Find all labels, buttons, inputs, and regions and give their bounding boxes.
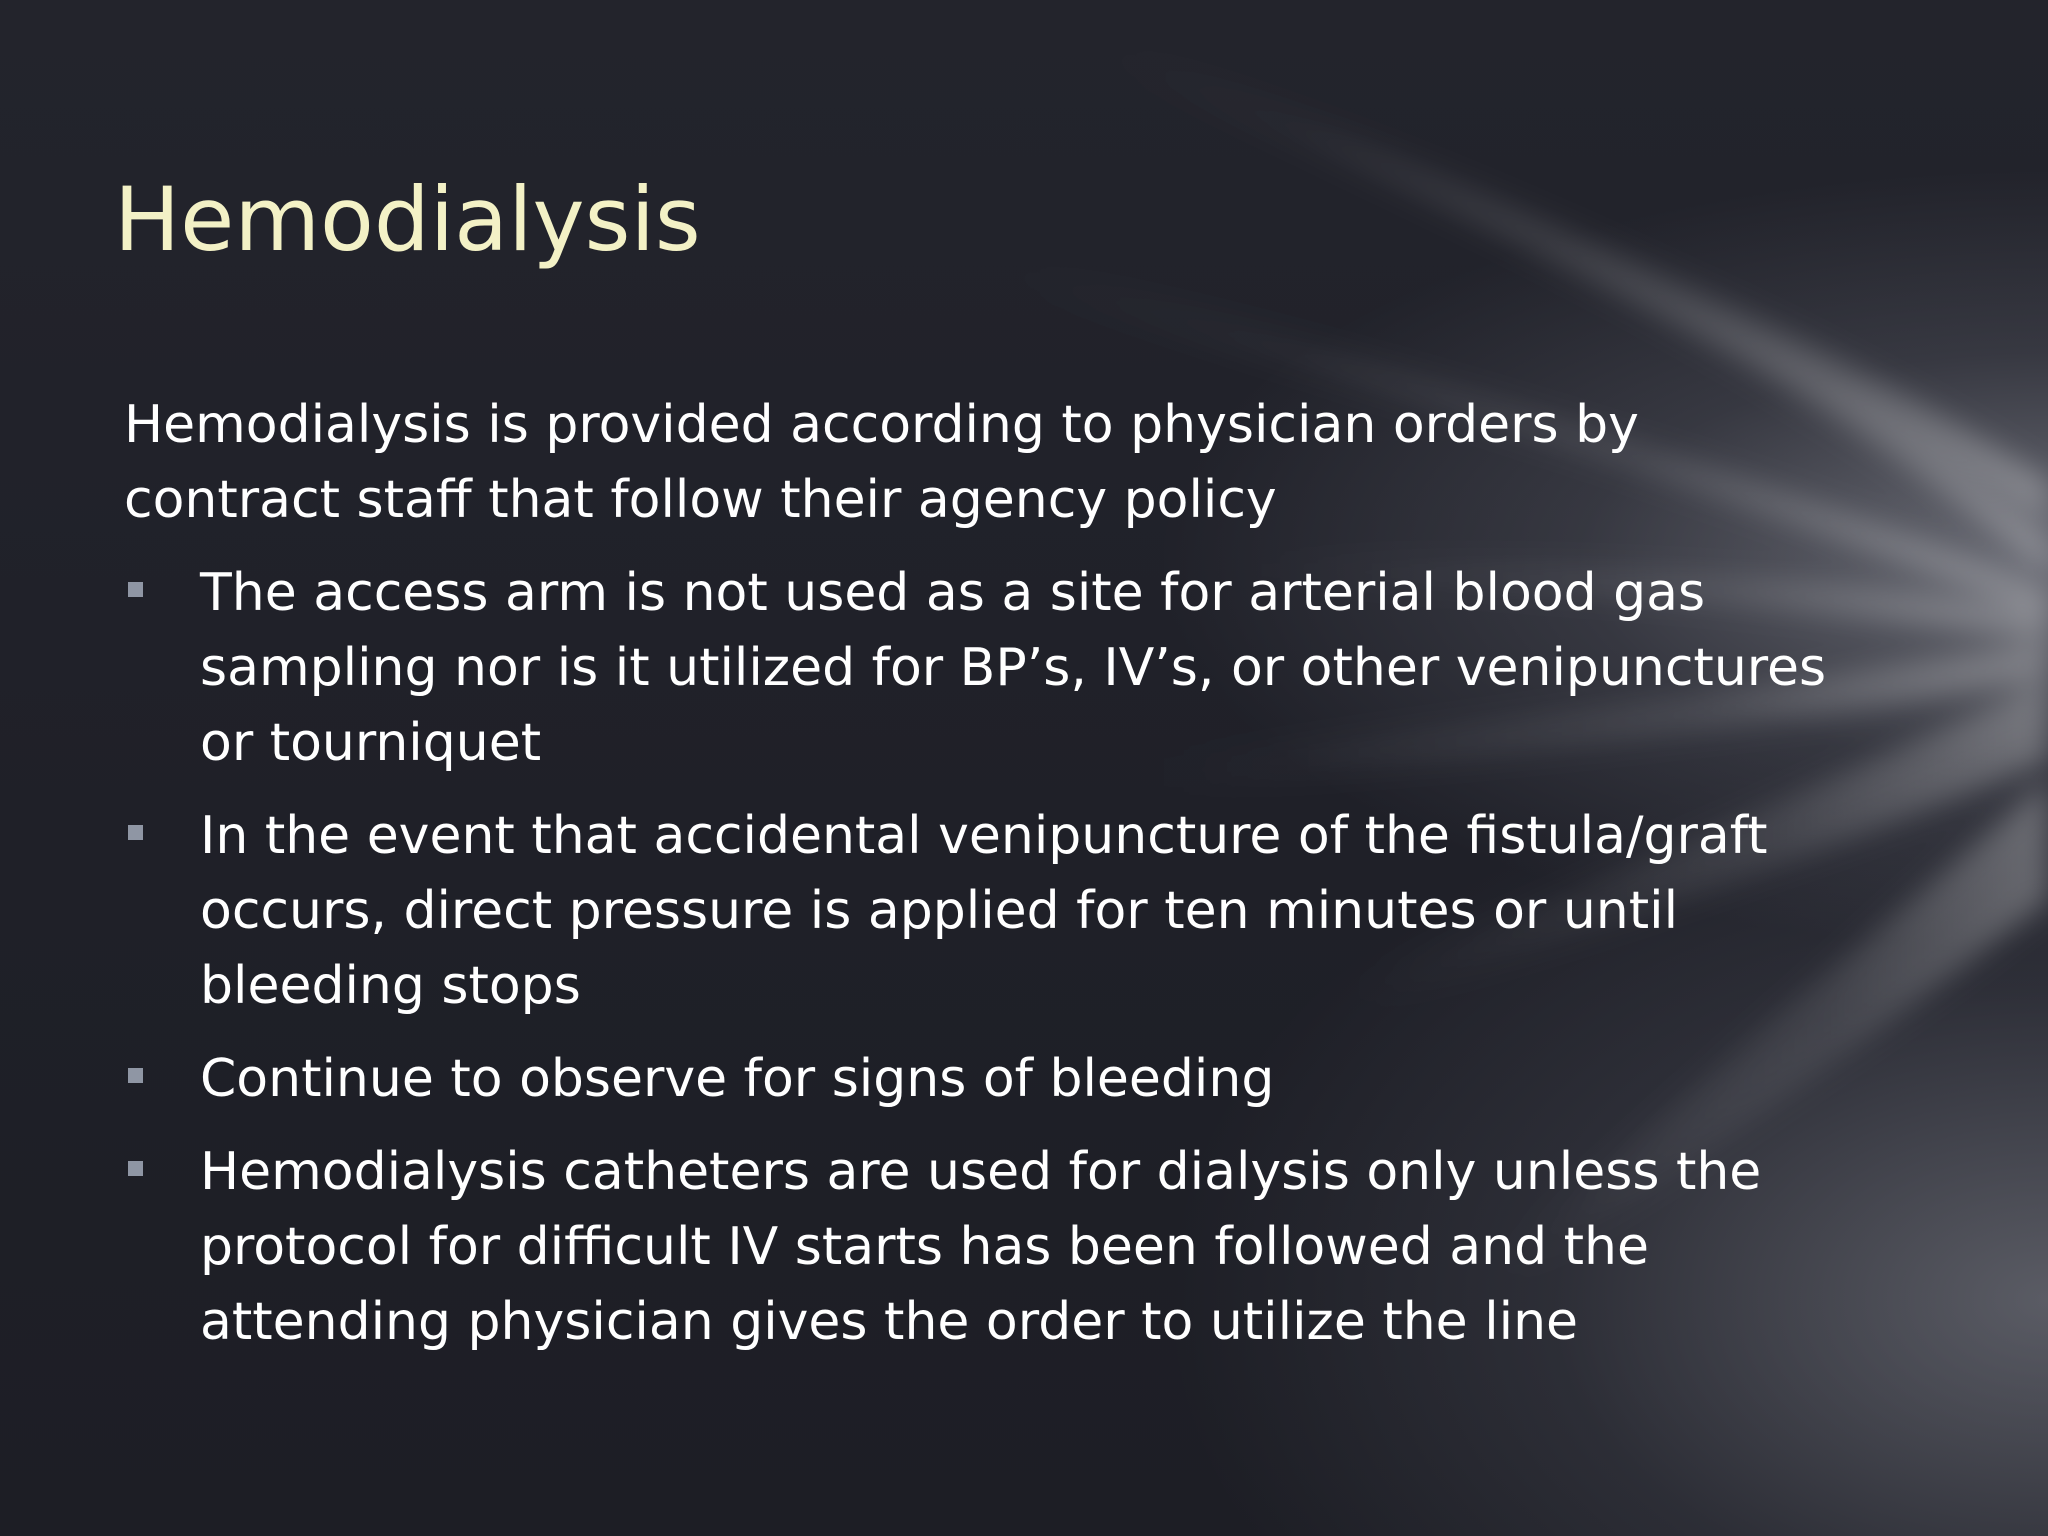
list-item (124, 1135, 1884, 1360)
square-bullet-icon (128, 582, 143, 597)
square-bullet-icon (128, 825, 143, 840)
list-item (124, 799, 1884, 1024)
slide-title: Hemodialysis (114, 168, 701, 271)
list-item-text: Continue to observe for signs of bleeding (200, 1049, 1275, 1109)
list-item-text: The access arm is not used as a site for arterial blood gas sampling nor is it utilized for BP’s, IV’s, or other venipunctures or tourniquet (200, 563, 1827, 773)
bullet-list (124, 556, 1884, 1378)
square-bullet-icon (128, 1068, 143, 1083)
list-item (124, 556, 1884, 781)
list-item (124, 1042, 1884, 1117)
list-item-text: In the event that accidental venipuncture of the fistula/graft occurs, direct pressure is applied for ten minutes or until bleeding stops (200, 806, 1768, 1016)
intro-paragraph: Hemodialysis is provided according to physician orders by contract staff that follow their agency policy (124, 395, 1639, 530)
list-item-text: Hemodialysis catheters are used for dialysis only unless the protocol for difficult IV starts has been followed and the attending physician gives the order to utilize the line (200, 1142, 1762, 1352)
square-bullet-icon (128, 1161, 143, 1176)
